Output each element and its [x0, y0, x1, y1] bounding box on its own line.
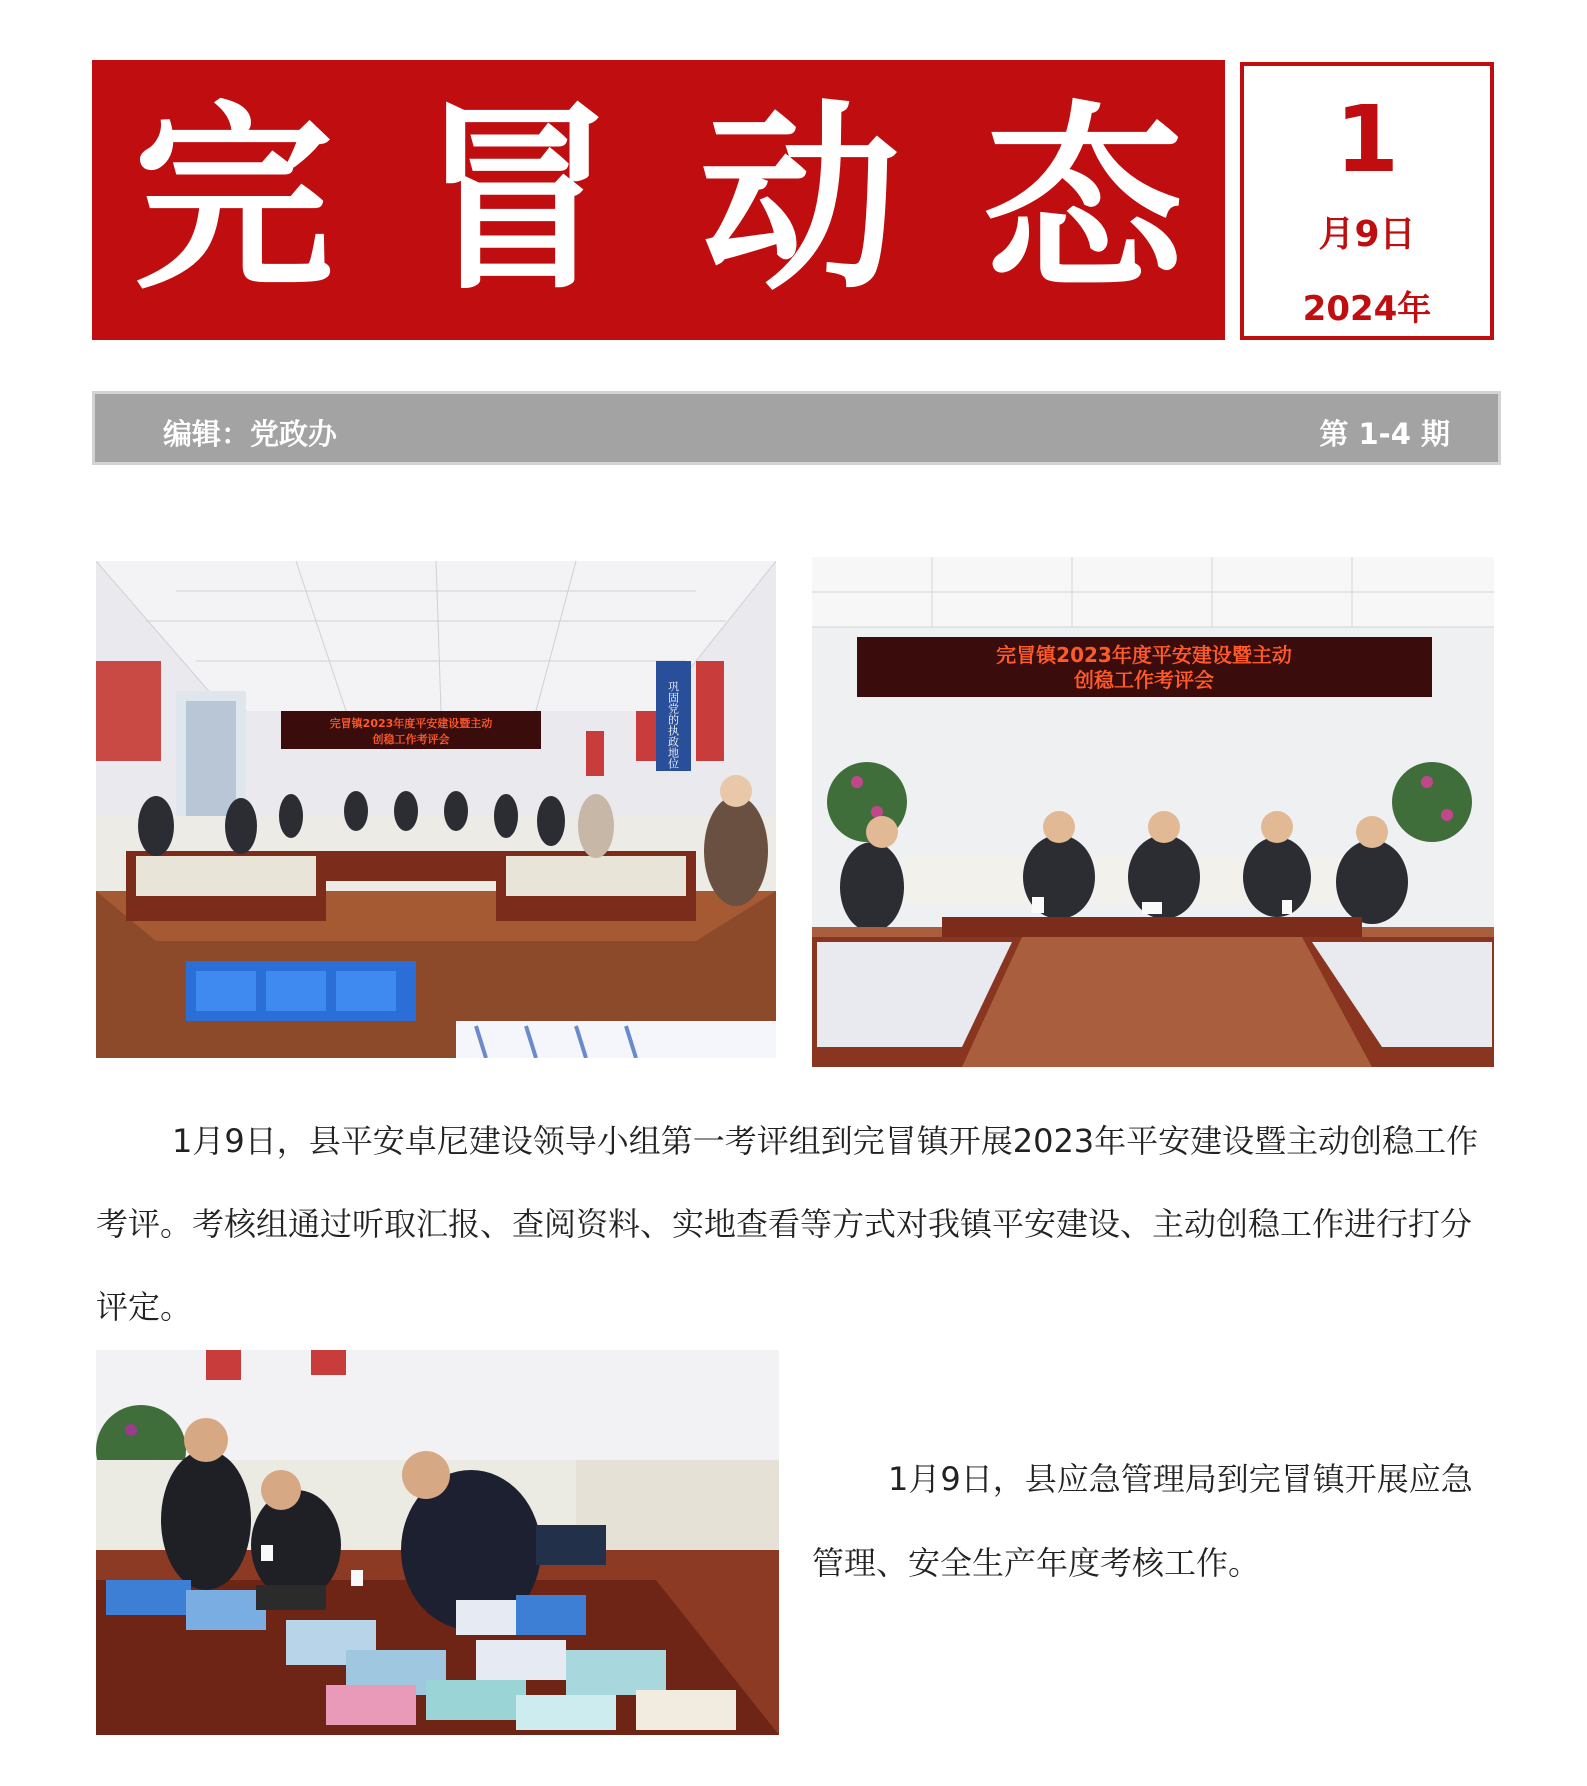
article-paragraph-1: 1月9日，县平安卓尼建设领导小组第一考评组到完冒镇开展2023年平安建设暨主动创稳工作考评。考核组通过听取汇报、查阅资料、实地查看等方式对我镇平安建设、主动创稳工作进行打分评定。 [96, 1122, 1479, 1326]
poster-text: 巩固党的执政地位 [666, 681, 680, 769]
issue-label: 第 1-4 期 [1319, 417, 1450, 451]
banner-line-1: 完冒镇2023年度平安建设暨主动 [996, 643, 1292, 667]
masthead-char-1: 完 [133, 82, 334, 317]
date-box [1240, 62, 1494, 340]
month-day: 月9日 [1318, 214, 1416, 255]
masthead-banner [92, 60, 1225, 340]
meeting-photo-1 [96, 561, 776, 1058]
issue-number: 1 [1334, 86, 1399, 193]
inspection-photo [96, 1350, 779, 1735]
meeting-photo-2 [812, 557, 1494, 1067]
masthead-char-3: 动 [700, 82, 901, 317]
year: 2024年 [1302, 289, 1432, 329]
banner-line-2: 创稳工作考评会 [1074, 668, 1214, 692]
masthead-char-2: 冒 [416, 82, 617, 317]
banner-line-2: 创稳工作考评会 [372, 733, 450, 746]
masthead-char-4: 态 [983, 82, 1184, 317]
editor-label: 编辑：党政办 [163, 417, 338, 451]
banner-line-1: 完冒镇2023年度平安建设暨主动 [329, 717, 493, 730]
info-bar [92, 391, 1501, 465]
article-paragraph-2: 1月9日，县应急管理局到完冒镇开展应急管理、安全生产年度考核工作。 [812, 1460, 1473, 1582]
